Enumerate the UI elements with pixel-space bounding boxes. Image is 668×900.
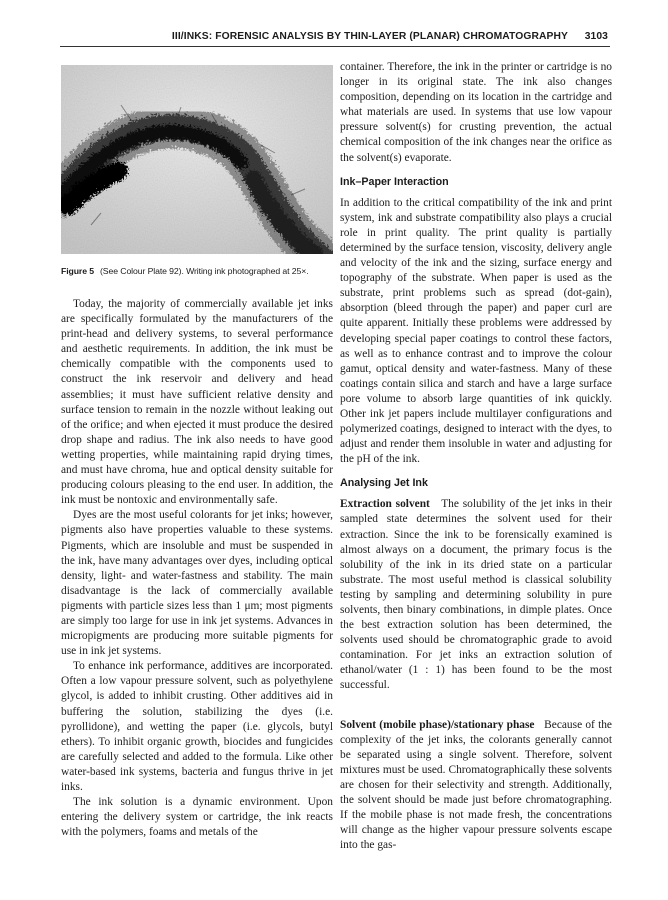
paragraph-additives: To enhance ink performance, additives are incorporated. Often a low vapour pressure solvent, such as polyethylene glycol, is added to inhibit crusting. Other additives aid in buffering the solution, stabilizing the dyes (i.e. pyrollidone), and wetting the paper (i.e. glycols, butyl ethers). To inhibit organic growth, biocides and fungicides are carefully selected and added to the formula. Like other water-based ink systems, bacteria and fungus thrive in jet inks. (61, 660, 333, 793)
right-column (340, 60, 612, 853)
paragraph-mobile-phase (340, 718, 612, 854)
paragraph-dynamic-environment: The ink solution is a dynamic environment. Upon entering the delivery system or cartridge, the ink reacts with the polymers, foams and metals of the (61, 796, 333, 839)
paragraph-dyes-pigments: Dyes are the most useful colorants for jet inks; however, pigments also have properties valuable to these systems. Pigments, which are insoluble and must be suspended in the ink, have many advantages over dyes, including optical density, light- and water-fastness and stability. The main disadvantage is the lack of commercially available pigments with particle sizes less than 1 μm; most pigments are simply too large for use in ink jet systems. Advances in micropigments are producing more suitable pigments for use in ink jet systems. (61, 509, 333, 658)
left-column (61, 60, 333, 840)
running-header (60, 30, 610, 47)
page-number: 3103 (584, 31, 608, 42)
paragraph-continuation: container. Therefore, the ink in the printer or cartridge is no longer in its original state. The ink also changes composition, depending on its location in the cartridge and what materials are used. In systems that use low vapour pressure solvent(s) for crusting prevention, the actual chemical composition of the ink changes near the orifice as the solvent(s) evaporate. (340, 61, 612, 164)
heading-analysing-jet-ink: Analysing Jet Ink (340, 477, 428, 490)
paragraph-gap (340, 694, 612, 718)
extraction-solvent-text: The solubility of the jet inks in their sampled state determines the solvent used for their extraction. Since the ink to be forensically examined is almost always on a document, the primary focus is the solubility of the ink in its dried state on a particular substrate. The most useful method is classical solubility testing by sampling and determining solubility in pure solvents, then binary combinations, in dimple plates. Once the best extraction solution has been determined, the solvents used should be chromatographic grade to avoid contamination. For jet inks an extraction solution of ethanol/water (1 : 1) has been found to be the most successful. (340, 498, 612, 692)
figure-label: Figure 5 (61, 266, 94, 276)
paragraph-extraction-solvent (340, 497, 612, 693)
heading-ink-paper-interaction: Ink–Paper Interaction (340, 175, 449, 188)
figure-ink-photograph (61, 65, 333, 254)
runin-extraction-solvent: Extraction solvent (340, 498, 430, 511)
paragraph-jet-ink-formulation: Today, the majority of commercially available jet inks are specifically formulated by the manufacturers of the print-head and delivery systems, to several performance and aesthetic requirements. In addition, the ink must be chemically compatible with the components used to construct the ink reservoir and delivery and head assemblies; it must have sufficient relative density and surface tension to remain in the nozzle without leaking out of the orifice; and when ejected it must produce the desired drop shape and radius. The ink also needs to have good wetting properties, while maintaining rapid drying times, and must have chroma, hue and optical density suitable for producing colours pleasing to the end user. In addition, the ink must be nontoxic and environmentally safe. (61, 298, 333, 507)
ink-stroke-photo (61, 65, 333, 254)
running-head: III/INKS: FORENSIC ANALYSIS BY THIN-LAYER (PLANAR) CHROMATOGRAPHY (171, 31, 568, 42)
runin-mobile-phase: Solvent (mobile phase)/stationary phase (340, 718, 535, 731)
figure-caption (61, 266, 333, 276)
paragraph-ink-paper: In addition to the critical compatibility of the ink and print system, ink and substrate compatibility also plays a crucial role in print quality. The print quality is partially determined by the surface tension, viscosity, delivery angle and velocity of the ink and the sizing, surface energy and topography of the substrate. When paper is used as the substrate, print problems such as spread (dot-gain), absorption (bleed through the paper) and paper curl are quite apparent. Initially these problems were addressed by developing special paper coatings to control these factors, as well as to enhance contrast and to improve the colour gamut, optical density and water-fastness. Many of these coatings contain silica and starch and have a large surface pore volume to absorb large quantities of ink quickly. Other ink jet papers include multilayer configurations and polymerized coatings, designed to interact with the dyes, to adjust and render them insoluble in water and adjusting for the pH of the ink. (340, 196, 612, 466)
figure-caption-text: (See Colour Plate 92). Writing ink photographed at 25×. (100, 266, 309, 276)
mobile-phase-text: Because of the complexity of the jet inks, the colorants generally cannot be separated using a single solvent. Therefore, solvent mixtures must be used. Chromatographically these solvents are chosen for their selectivity and strength. Additionally, the solvent should be made just before chromatographing. If the mobile phase is not made fresh, the concentrations will change as the higher vapour pressure solvents escape into the gas- (340, 718, 612, 852)
